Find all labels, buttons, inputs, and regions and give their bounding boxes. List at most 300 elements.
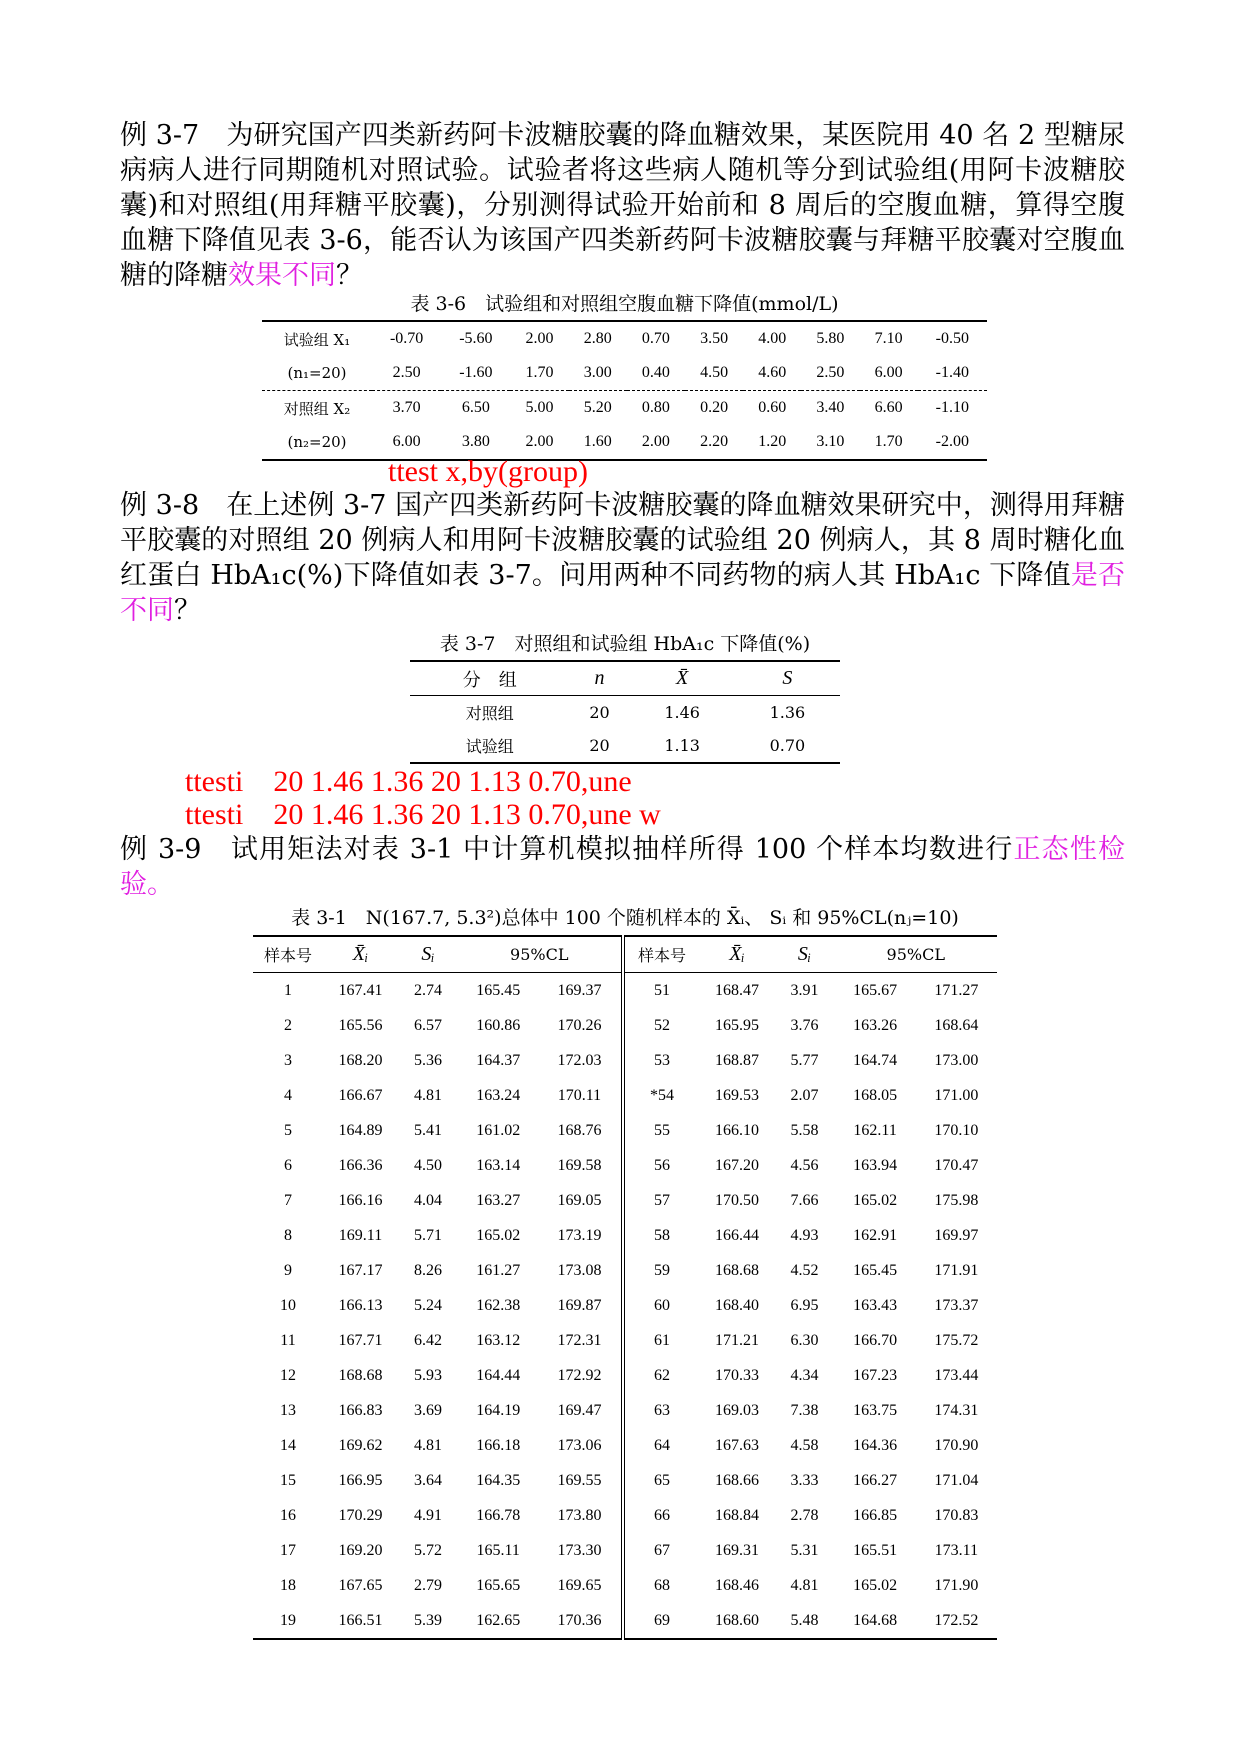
table-cell: 165.51	[853, 1541, 898, 1559]
table-cell: 6.42	[414, 1331, 442, 1349]
table-cell: 163.24	[476, 1086, 521, 1104]
table-cell: -5.60	[459, 330, 493, 347]
table-3-7-row	[410, 729, 840, 763]
table-cell: 166.67	[338, 1086, 383, 1104]
col-ci-header: 95%CL	[458, 936, 623, 973]
table-3-1-row	[253, 973, 997, 1009]
table-cell: 13	[280, 1401, 296, 1419]
table-cell: 19	[280, 1611, 296, 1629]
table-cell: 8.26	[414, 1261, 442, 1279]
example-3-8-paragraph	[120, 488, 1125, 628]
table-cell: 53	[654, 1051, 670, 1069]
table-cell: 175.72	[934, 1331, 979, 1349]
table-cell: 163.26	[853, 1016, 898, 1034]
table-cell: 60	[654, 1296, 670, 1314]
table-cell: 2	[284, 1016, 292, 1034]
row-label: 对照组 X₂	[283, 399, 351, 418]
table-cell: 170.36	[538, 1603, 622, 1639]
table-cell: 166.16	[338, 1191, 383, 1209]
table-cell: 169.53	[715, 1086, 759, 1104]
example-3-8-label: 例 3-8	[120, 490, 200, 521]
table-cell: 3	[284, 1051, 292, 1069]
table-3-1-row	[253, 1568, 997, 1603]
table-cell: 3.10	[816, 433, 845, 450]
table-cell: 6.60	[874, 399, 903, 416]
table-cell: 166.13	[338, 1296, 383, 1314]
table-cell: 161.27	[476, 1261, 521, 1279]
table-cell: 162.91	[853, 1226, 898, 1244]
table-cell: 168.20	[338, 1051, 383, 1069]
table-cell: 4.50	[685, 356, 743, 391]
table-cell: 165.11	[476, 1541, 520, 1559]
table-cell: 171.00	[934, 1086, 979, 1104]
table-3-1-row	[253, 1358, 997, 1393]
table-cell: 1.46	[664, 703, 700, 722]
table-cell: 170.47	[934, 1156, 979, 1174]
table-cell: 172.31	[538, 1323, 622, 1358]
table-cell: 168.05	[853, 1086, 898, 1104]
table-cell: 16	[280, 1506, 296, 1524]
table-cell: 173.06	[538, 1428, 622, 1463]
table-cell: 164.89	[338, 1121, 383, 1139]
table-cell: 163.12	[476, 1331, 521, 1349]
table-cell: 4.60	[743, 356, 801, 391]
table-cell: 试验组	[465, 737, 514, 756]
table-cell: 67	[654, 1541, 670, 1559]
table-3-1	[253, 935, 997, 1640]
table-cell: 51	[654, 981, 670, 999]
table-cell: 4.81	[414, 1086, 442, 1104]
table-cell: 0.80	[641, 399, 670, 416]
table-cell: 17	[280, 1541, 296, 1559]
example-3-8-end: ？	[174, 595, 201, 626]
table-cell: -0.70	[389, 330, 424, 347]
table-cell: -1.40	[918, 356, 987, 391]
table-cell: 6.95	[790, 1296, 819, 1314]
table-cell: 2.00	[525, 330, 554, 347]
table-cell: 6.50	[461, 399, 490, 416]
row-label: (n₂=20)	[287, 433, 347, 451]
table-cell: 168.84	[715, 1506, 759, 1524]
col-mean-header-2: X̄ᵢ	[700, 936, 775, 973]
table-cell: 172.92	[538, 1358, 622, 1393]
table-cell: -2.00	[935, 433, 969, 450]
table-cell: 12	[280, 1366, 296, 1384]
table-cell: 170.83	[934, 1506, 979, 1524]
table-3-6-row	[262, 356, 987, 391]
example-3-9-highlight: 正态性检验。	[120, 834, 1126, 900]
table-cell: 4.58	[790, 1436, 819, 1454]
table-cell: 168.76	[538, 1113, 622, 1148]
table-cell: 15	[280, 1471, 296, 1489]
col-sd-header: S	[735, 661, 840, 696]
table-cell: 0.40	[627, 356, 685, 391]
table-cell: 1.20	[758, 433, 787, 450]
table-cell: 1.13	[664, 736, 700, 755]
col-n-header: n	[569, 661, 629, 696]
table-cell: 173.11	[934, 1541, 979, 1559]
table-3-1-row	[253, 1393, 997, 1428]
table-cell: 173.37	[934, 1296, 979, 1314]
table-cell: 166.18	[476, 1436, 521, 1454]
table-cell: 6.00	[392, 433, 421, 450]
table-cell: 166.36	[338, 1156, 383, 1174]
stata-command-ttest: ttest x,by(group)	[388, 455, 588, 488]
table-cell: 169.58	[538, 1148, 622, 1183]
table-cell: 165.45	[853, 1261, 898, 1279]
table-cell: 164.35	[476, 1471, 521, 1489]
table-cell: 167.71	[338, 1331, 383, 1349]
table-cell: 163.94	[853, 1156, 898, 1174]
table-cell: 170.10	[934, 1121, 979, 1139]
table-cell: 3.69	[414, 1401, 442, 1419]
table-cell: -1.60	[441, 356, 510, 391]
table-cell: 169.03	[715, 1401, 759, 1419]
table-cell: 55	[654, 1121, 670, 1139]
col-mean-header: X̄ᵢ	[323, 936, 398, 973]
table-cell: 171.91	[934, 1261, 979, 1279]
table-cell: 20	[589, 736, 610, 755]
table-cell: 167.17	[338, 1261, 383, 1279]
table-cell: 169.97	[934, 1226, 979, 1244]
table-cell: 5.36	[414, 1051, 442, 1069]
table-cell: 2.50	[801, 356, 859, 391]
table-cell: 61	[654, 1331, 670, 1349]
table-cell: 7.10	[874, 330, 903, 347]
table-3-1-row	[253, 1148, 997, 1183]
table-cell: 4.56	[790, 1156, 819, 1174]
table-cell: 5.80	[816, 330, 845, 347]
table-cell: 5.00	[525, 399, 554, 416]
table-3-1-row	[253, 1533, 997, 1568]
table-cell: 5.39	[414, 1611, 442, 1629]
table-cell: 14	[280, 1436, 296, 1454]
table-cell: 6.57	[414, 1016, 442, 1034]
table-cell: 163.14	[476, 1156, 521, 1174]
table-cell: 4.00	[758, 330, 787, 347]
table-cell: 168.68	[715, 1261, 759, 1279]
table-cell: 5.71	[414, 1226, 442, 1244]
table-cell: 163.27	[476, 1191, 521, 1209]
table-cell: 5.93	[414, 1366, 442, 1384]
table-cell: 173.08	[538, 1253, 622, 1288]
col-group-header: 分 组	[410, 661, 569, 696]
table-3-1-row	[253, 1463, 997, 1498]
table-3-6-row	[262, 321, 987, 356]
table-cell: 171.27	[934, 981, 979, 999]
example-3-9-paragraph	[120, 832, 1125, 902]
table-cell: 173.19	[538, 1218, 622, 1253]
table-cell: 165.65	[476, 1576, 521, 1594]
table-cell: 171.21	[715, 1331, 759, 1349]
table-cell: 69	[654, 1611, 670, 1629]
table-cell: 168.68	[338, 1366, 383, 1384]
table-cell: 2.78	[790, 1506, 819, 1524]
table-cell: 11	[280, 1331, 296, 1349]
table-cell: 7.66	[790, 1191, 819, 1209]
table-cell: 6	[284, 1156, 292, 1174]
table-3-1-caption: 表 3-1 N(167.7, 5.3²)总体中 100 个随机样本的 X̄ᵢ、 Sᵢ 和 95%CL(nⱼ=10)	[291, 907, 959, 929]
table-cell: 164.74	[853, 1051, 898, 1069]
table-cell: 170.26	[538, 1008, 622, 1043]
table-cell: 166.95	[338, 1471, 383, 1489]
table-3-7-caption: 表 3-7 对照组和试验组 HbA₁c 下降值(%)	[439, 633, 811, 655]
table-cell: 5.31	[790, 1541, 819, 1559]
table-cell: 4.52	[790, 1261, 819, 1279]
table-cell: 1.60	[583, 433, 612, 450]
table-cell: 4.81	[414, 1436, 442, 1454]
table-cell: 168.46	[715, 1576, 759, 1594]
row-label: 试验组 X₁	[283, 330, 351, 349]
example-3-9-text: 试用矩法对表 3-1 中计算机模拟抽样所得 100 个样本均数进行	[230, 834, 1014, 865]
table-cell: 164.44	[476, 1366, 521, 1384]
table-cell: 164.19	[476, 1401, 521, 1419]
table-cell: 0.60	[758, 399, 787, 416]
table-cell: 63	[654, 1401, 670, 1419]
table-cell: 8	[284, 1226, 292, 1244]
col-mean-header: X̄	[630, 661, 735, 696]
table-3-6-row	[262, 391, 987, 426]
table-cell: 3.00	[569, 356, 627, 391]
table-cell: 18	[280, 1576, 296, 1594]
col-sd-header: Sᵢ	[398, 936, 458, 973]
table-cell: 171.04	[934, 1471, 979, 1489]
table-cell: 169.62	[338, 1436, 383, 1454]
table-cell: 170.50	[715, 1191, 759, 1209]
table-cell: 169.65	[538, 1568, 622, 1603]
table-cell: 168.66	[715, 1471, 759, 1489]
example-3-8-text: 在上述例 3-7 国产四类新药阿卡波糖胶囊的降血糖效果研究中，测得用拜糖平胶囊的对照组 20 例病人和用阿卡波糖胶囊的试验组 20 例病人，其 8 周时糖化血红蛋白 HbA₁c(%)下降值如表 3-7。问用两种不同药物的病人其 HbA₁c 下降值	[120, 490, 1126, 591]
table-cell: 160.86	[476, 1016, 521, 1034]
table-cell: 0.70	[769, 736, 806, 755]
table-cell: 166.85	[853, 1506, 898, 1524]
table-cell: 169.37	[538, 973, 622, 1009]
table-cell: 4.04	[414, 1191, 442, 1209]
table-cell: 1.36	[769, 703, 806, 722]
table-cell: -1.10	[935, 399, 969, 416]
table-cell: 168.40	[715, 1296, 759, 1314]
table-cell: 5.72	[414, 1541, 442, 1559]
table-cell: 173.00	[934, 1051, 979, 1069]
table-cell: 173.30	[538, 1533, 622, 1568]
table-cell: 2.20	[700, 433, 729, 450]
table-cell: 169.05	[538, 1183, 622, 1218]
table-cell: 2.50	[372, 356, 441, 391]
table-cell: 164.37	[476, 1051, 521, 1069]
example-3-9-label: 例 3-9	[120, 834, 202, 865]
table-3-1-row	[253, 1428, 997, 1463]
table-cell: 167.41	[338, 981, 383, 999]
table-cell: 172.52	[934, 1611, 979, 1629]
example-3-7-paragraph	[120, 118, 1125, 293]
table-cell: 7.38	[790, 1401, 819, 1419]
table-cell: 169.47	[538, 1393, 622, 1428]
table-cell: 174.31	[934, 1401, 979, 1419]
table-cell: 165.67	[853, 981, 898, 999]
table-cell: 170.90	[934, 1436, 979, 1454]
col-sample-no-header-2: 样本号	[623, 936, 700, 973]
table-cell: 64	[654, 1436, 670, 1454]
table-cell: 166.51	[338, 1611, 383, 1629]
table-cell: 66	[654, 1506, 670, 1524]
col-sample-no-header: 样本号	[253, 936, 323, 973]
table-cell: 164.36	[853, 1436, 898, 1454]
table-cell: 58	[654, 1226, 670, 1244]
table-cell: 167.65	[338, 1576, 383, 1594]
table-cell: 2.79	[414, 1576, 442, 1594]
table-cell: 162.38	[476, 1296, 521, 1314]
table-cell: 5	[284, 1121, 292, 1139]
table-cell: 170.29	[338, 1506, 383, 1524]
table-cell: 2.00	[525, 433, 554, 450]
table-cell: 1	[284, 981, 292, 999]
table-cell: 3.76	[790, 1016, 819, 1034]
table-cell: 3.70	[392, 399, 421, 416]
table-cell: 1.70	[874, 433, 903, 450]
table-cell: 对照组	[465, 704, 514, 723]
table-cell: *54	[650, 1086, 674, 1104]
table-cell: 165.02	[853, 1576, 898, 1594]
table-cell: 2.00	[641, 433, 670, 450]
table-3-1-row	[253, 1218, 997, 1253]
table-cell: 169.31	[715, 1541, 759, 1559]
table-cell: 167.20	[715, 1156, 759, 1174]
table-cell: 167.23	[853, 1366, 898, 1384]
table-cell: 165.95	[715, 1016, 759, 1034]
table-cell: 166.83	[338, 1401, 383, 1419]
table-cell: 161.02	[476, 1121, 521, 1139]
table-cell: 2.80	[583, 330, 612, 347]
table-cell: 169.20	[338, 1541, 383, 1559]
table-3-6-row	[262, 425, 987, 460]
table-cell: 163.75	[853, 1401, 898, 1419]
table-cell: 59	[654, 1261, 670, 1279]
table-cell: 68	[654, 1576, 670, 1594]
table-cell: 3.40	[816, 399, 845, 416]
table-cell: 2.74	[414, 981, 442, 999]
table-3-1-row	[253, 1323, 997, 1358]
table-cell: 5.58	[790, 1121, 819, 1139]
table-cell: 165.56	[338, 1016, 383, 1034]
table-cell: 6.00	[860, 356, 918, 391]
table-cell: 4.91	[414, 1506, 442, 1524]
table-cell: 168.60	[715, 1611, 759, 1629]
example-3-7-label: 例 3-7	[120, 120, 200, 151]
table-3-6-caption: 表 3-6 试验组和对照组空腹血糖下降值(mmol/L)	[410, 293, 839, 315]
table-3-1-row	[253, 1113, 997, 1148]
stata-command-ttesti-unequal: ttesti 20 1.46 1.36 20 1.13 0.70,une	[185, 765, 632, 798]
table-cell: 10	[280, 1296, 296, 1314]
table-cell: 4.34	[790, 1366, 819, 1384]
table-3-1-row	[253, 1183, 997, 1218]
example-3-7-end: ？	[336, 260, 363, 291]
row-label: (n₁=20)	[262, 356, 372, 391]
table-3-1-row	[253, 1603, 997, 1639]
table-3-1-row	[253, 1253, 997, 1288]
table-cell: 173.44	[934, 1366, 979, 1384]
table-cell: 6.30	[790, 1331, 819, 1349]
table-cell: 56	[654, 1156, 670, 1174]
table-cell: 4.81	[790, 1576, 819, 1594]
table-cell: 2.07	[790, 1086, 819, 1104]
table-cell: 173.80	[538, 1498, 622, 1533]
table-3-7	[410, 660, 840, 764]
table-3-1-row	[253, 1078, 997, 1113]
table-cell: 20	[589, 703, 610, 722]
table-cell: 164.68	[853, 1611, 898, 1629]
table-cell: 169.11	[338, 1226, 383, 1244]
table-cell: 5.77	[790, 1051, 819, 1069]
example-3-7-highlight: 效果不同	[228, 260, 336, 291]
table-cell: 5.41	[414, 1121, 442, 1139]
table-cell: 4	[284, 1086, 292, 1104]
table-cell: 3.33	[790, 1471, 819, 1489]
table-cell: 5.24	[414, 1296, 442, 1314]
table-cell: 62	[654, 1366, 670, 1384]
table-cell: 170.33	[715, 1366, 759, 1384]
table-cell: 162.65	[476, 1611, 521, 1629]
table-cell: 162.11	[853, 1121, 897, 1139]
table-cell: 167.63	[715, 1436, 759, 1454]
table-cell: 168.87	[715, 1051, 759, 1069]
table-3-6	[262, 320, 987, 461]
table-cell: 171.90	[934, 1576, 979, 1594]
col-ci-header-2: 95%CL	[835, 936, 998, 973]
table-cell: 7	[284, 1191, 292, 1209]
table-cell: 170.11	[538, 1078, 622, 1113]
table-cell: 3.80	[461, 433, 490, 450]
table-cell: 175.98	[934, 1191, 979, 1209]
table-cell: 166.27	[853, 1471, 898, 1489]
table-cell: 0.20	[700, 399, 729, 416]
table-cell: 52	[654, 1016, 670, 1034]
table-cell: 168.64	[934, 1016, 979, 1034]
table-cell: 165.45	[476, 981, 521, 999]
table-cell: 166.44	[715, 1226, 759, 1244]
table-cell: 5.20	[583, 399, 612, 416]
table-cell: 9	[284, 1261, 292, 1279]
table-cell: 3.64	[414, 1471, 442, 1489]
stata-command-ttesti-welch: ttesti 20 1.46 1.36 20 1.13 0.70,une w	[185, 798, 661, 831]
table-cell: 168.47	[715, 981, 759, 999]
table-cell: 166.10	[715, 1121, 759, 1139]
table-cell: 4.93	[790, 1226, 819, 1244]
table-cell: 3.91	[790, 981, 819, 999]
table-cell: 163.43	[853, 1296, 898, 1314]
table-cell: 166.78	[476, 1506, 521, 1524]
table-cell: 165.02	[476, 1226, 521, 1244]
table-cell: 169.55	[538, 1463, 622, 1498]
table-cell: 0.70	[641, 330, 670, 347]
table-cell: 3.50	[700, 330, 729, 347]
table-cell: 165.02	[853, 1191, 898, 1209]
table-cell: 5.48	[790, 1611, 819, 1629]
table-3-1-row	[253, 1008, 997, 1043]
table-cell: 57	[654, 1191, 670, 1209]
table-3-1-row	[253, 1043, 997, 1078]
example-3-7-text: 为研究国产四类新药阿卡波糖胶囊的降血糖效果，某医院用 40 名 2 型糖尿病病人进行同期随机对照试验。试验者将这些病人随机等分到试验组(用阿卡波糖胶囊)和对照组(用拜糖平胶囊)，分别测得试验开始前和 8 周后的空腹血糖，算得空腹血糖下降值见表 3-6，能否认为该国产四类新药阿卡波糖胶囊与拜糖平胶囊对空腹血糖的降糖	[120, 120, 1126, 291]
table-3-7-row	[410, 696, 840, 730]
table-cell: 1.70	[510, 356, 568, 391]
table-cell: 166.70	[853, 1331, 898, 1349]
example-3-8-highlight: 是否不同	[120, 560, 1126, 626]
table-cell: 4.50	[414, 1156, 442, 1174]
table-cell: 65	[654, 1471, 670, 1489]
table-cell: 172.03	[538, 1043, 622, 1078]
col-sd-header-2: Sᵢ	[775, 936, 835, 973]
table-3-1-row	[253, 1288, 997, 1323]
table-cell: -0.50	[935, 330, 969, 347]
